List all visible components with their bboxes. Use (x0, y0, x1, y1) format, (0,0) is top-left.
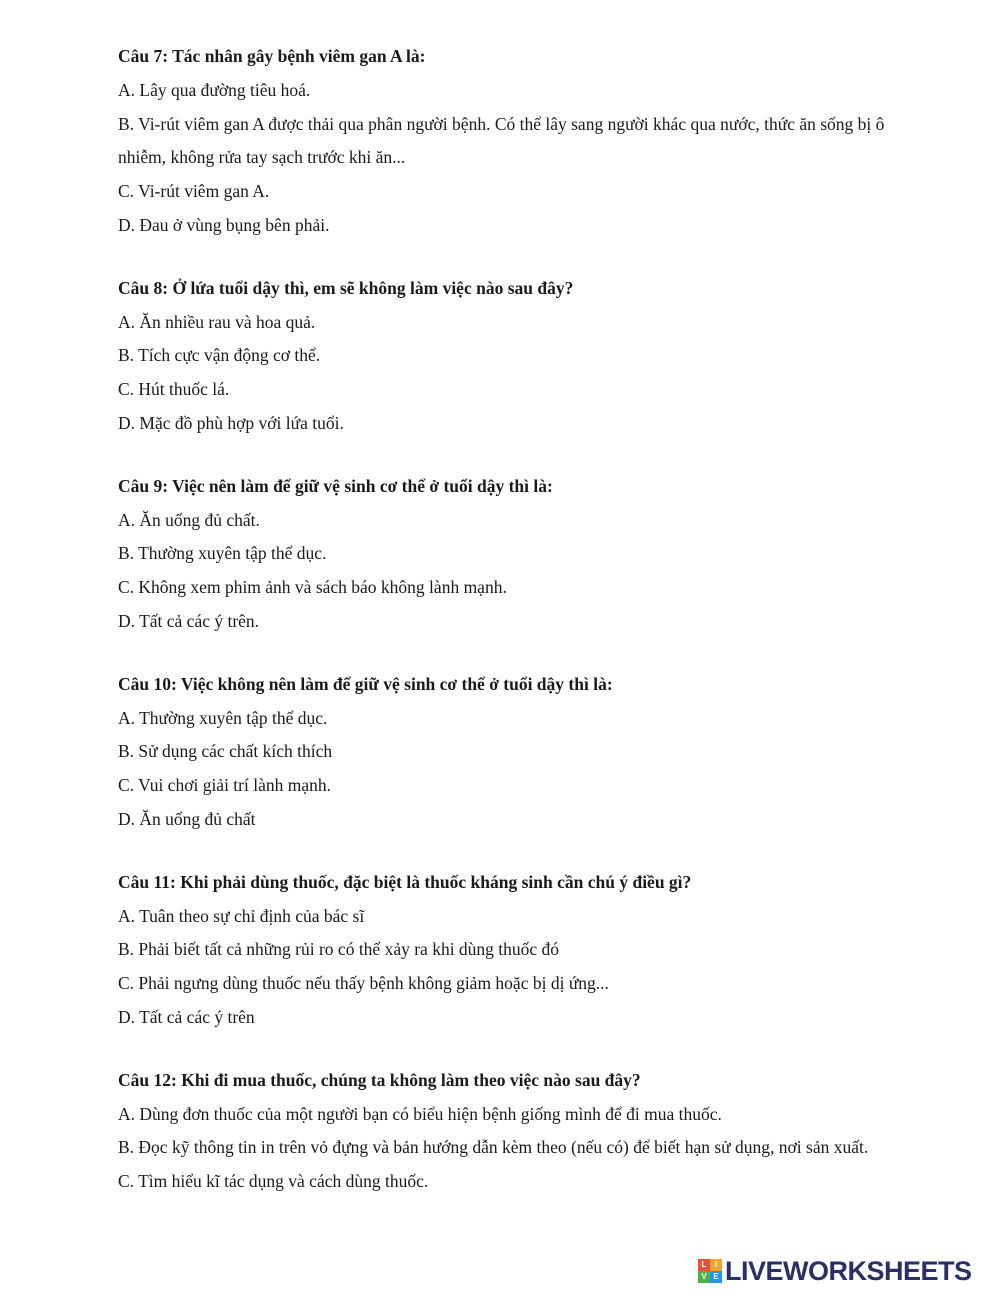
question-title (118, 470, 918, 504)
liveworksheets-logo[interactable] (698, 1256, 972, 1286)
logo-letter-l: L (698, 1259, 710, 1271)
question-text: : Khi đi mua thuốc, chúng ta không làm theo việc nào sau đây? (171, 1069, 641, 1090)
question-title (118, 1064, 918, 1098)
option-d: D. Tất cả các ý trên. (118, 610, 260, 631)
question-7 (118, 40, 918, 243)
question-number: Câu 8: (118, 277, 169, 298)
option-d: D. Tất cả các ý trên (118, 1006, 255, 1027)
question-text: Ở lứa tuổi dậy thì, em sẽ không làm việc nào sau đây? (168, 277, 574, 298)
option-b: B. Thường xuyên tập thể dục. (118, 543, 327, 564)
option-a: A. Ăn nhiều rau và hoa quả. (118, 311, 316, 332)
logo-letter-v: V (698, 1271, 710, 1283)
option-b: B. Đọc kỹ thông tin in trên vỏ đựng và bản hướng dẫn kèm theo (nếu có) để biết hạn sử dụng, nơi sản xuất. (118, 1137, 869, 1158)
question-text: Khi phải dùng thuốc, đặc biệt là thuốc kháng sinh cần chú ý điều gì? (175, 871, 692, 892)
question-text: Tác nhân gây bệnh viêm gan A là: (168, 46, 426, 66)
option-a: A. Lây qua đường tiêu hoá. (118, 79, 311, 100)
option-a: A. Tuân theo sự chỉ định của bác sĩ (118, 905, 365, 926)
question-number: Câu 7: (118, 46, 169, 66)
option-c: C. Vui chơi giải trí lành mạnh. (118, 775, 331, 796)
question-number: Câu 9: (118, 475, 169, 496)
option-c: C. Phải ngưng dùng thuốc nếu thấy bệnh không giảm hoặc bị dị ứng... (118, 973, 609, 994)
question-11 (118, 866, 918, 1035)
worksheet-page (118, 40, 918, 1228)
option-b: B. Phải biết tất cả những rủi ro có thể xảy ra khi dùng thuốc đó (118, 939, 560, 960)
option-c: C. Tìm hiểu kĩ tác dụng và cách dùng thuốc. (118, 1171, 429, 1192)
logo-letter-i: I (710, 1259, 722, 1271)
question-title (118, 272, 918, 306)
question-12 (118, 1064, 918, 1199)
option-c: C. Vi-rút viêm gan A. (118, 181, 270, 202)
option-b: B. Tích cực vận động cơ thể. (118, 345, 321, 366)
option-a: A. Thường xuyên tập thể dục. (118, 707, 328, 728)
question-number: Câu 10: (118, 673, 177, 694)
option-b: B. Sử dụng các chất kích thích (118, 741, 333, 762)
option-a: A. Dùng đơn thuốc của một người bạn có biểu hiện bệnh giống mình để đi mua thuốc. (118, 1103, 722, 1124)
liveworksheets-icon (698, 1259, 722, 1283)
option-d: D. Đau ở vùng bụng bên phải. (118, 214, 330, 235)
option-c: C. Không xem phim ảnh và sách báo không lành mạnh. (118, 577, 507, 598)
question-text: Việc nên làm để giữ vệ sinh cơ thể ở tuổi dậy thì là: (168, 475, 553, 496)
option-a: A. Ăn uống đủ chất. (118, 509, 260, 530)
question-title (118, 668, 918, 702)
option-c: C. Hút thuốc lá. (118, 379, 230, 400)
question-8 (118, 272, 918, 441)
question-title (118, 40, 918, 74)
question-text: Việc không nên làm để giữ vệ sinh cơ thể ở tuổi dậy thì là: (176, 673, 613, 694)
question-title (118, 866, 918, 900)
logo-letter-e: E (710, 1271, 722, 1283)
question-9 (118, 470, 918, 639)
option-d: D. Mặc đồ phù hợp với lứa tuổi. (118, 412, 344, 433)
question-number: Câu 12 (118, 1069, 171, 1090)
question-number: Câu 11: (118, 871, 176, 892)
option-b: B. Vi-rút viêm gan A được thải qua phân người bệnh. Có thể lây sang người khác qua nước, thức ăn sống bị ô nhiễm, không rửa tay sạch trước khi ăn... (118, 113, 885, 168)
option-d: D. Ăn uống đủ chất (118, 808, 256, 829)
question-10 (118, 668, 918, 837)
liveworksheets-wordmark: LIVEWORKSHEETS (725, 1256, 972, 1286)
